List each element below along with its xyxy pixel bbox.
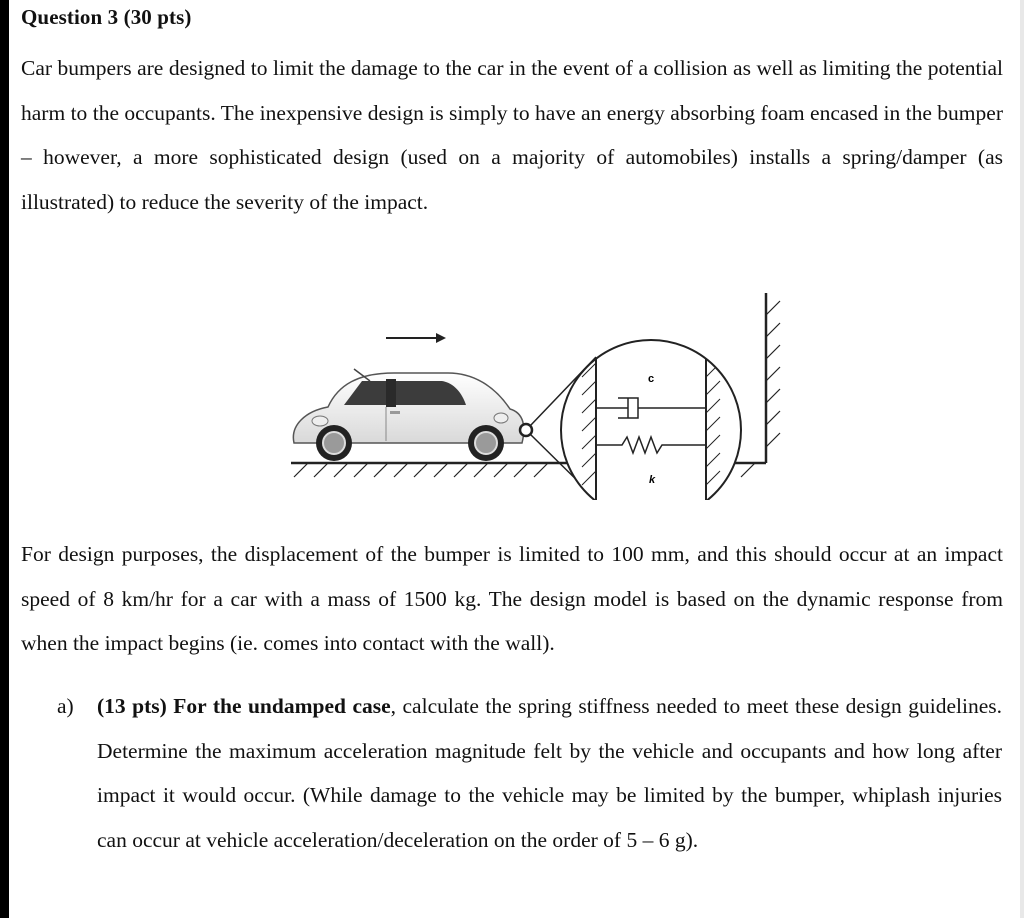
part-a-label: a) <box>57 694 74 718</box>
car <box>293 369 532 461</box>
left-edge-bar <box>0 0 9 918</box>
right-edge <box>1020 0 1024 918</box>
part-a-case: For the undamped case <box>173 694 391 718</box>
spring-label: k <box>648 474 656 486</box>
intro-paragraph: Car bumpers are designed to limit the damage to the car in the event of a collision as well as limiting the potential harm to the occupants. The inexpensive design is simply to have an energy absorbing foam encased in the bumper – however, a more sophisticated design (used on a majority of automobiles) installs a spring/damper (as illustrated) to reduce the severity of the impact. <box>21 56 1003 214</box>
bumper-diagram <box>266 285 806 500</box>
design-paragraph: For design purposes, the displacement of the bumper is limited to 100 mm, and this should occur at an impact speed of 8 km/hr for a car with a mass of 1500 kg. The design model is based on the dynamic response from when the impact begins (ie. comes into contact with the wall). <box>21 542 1003 655</box>
motion-arrow <box>386 333 446 343</box>
question-title: Question 3 (30 pts) <box>21 5 192 29</box>
damper-label: c <box>647 373 655 385</box>
part-a-text <box>97 684 1002 862</box>
part-a-points: (13 pts) <box>97 694 167 718</box>
part-a-body: , calculate the spring stiffness needed to meet these design guidelines. Determine the maximum acceleration magnitude felt by the vehicle and occupants and how long after impact it would occur. (While damage to the vehicle may be limited by the bumper, whiplash injuries can occur at vehicle acceleration/deceleration on the order of 5 – 6 g). <box>97 694 1003 852</box>
wall <box>766 293 780 463</box>
spring-damper-detail <box>561 340 741 500</box>
